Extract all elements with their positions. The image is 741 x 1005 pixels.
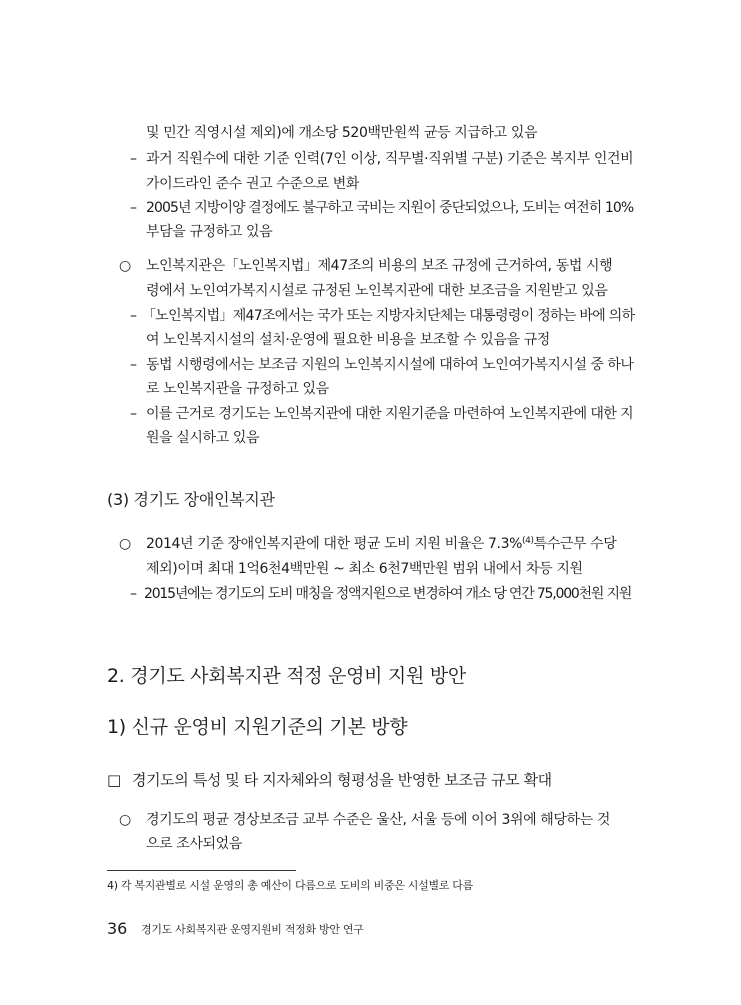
- paragraph-line: 령에서 노인여가복지시설로 규정된 노인복지관에 대한 보조금을 지원받고 있음: [146, 283, 608, 299]
- section-heading: 2. 경기도 사회복지관 적정 운영비 지원 방안: [107, 665, 466, 687]
- text-span: 2014년 기준 장애인복지관에 대한 평균 도비 지원 비율은 7.3%: [146, 536, 523, 552]
- circle-bullet-icon: ○: [119, 812, 132, 828]
- text-span: 특수근무 수당: [533, 536, 617, 552]
- paragraph-line: 및 민간 직영시설 제외)에 개소당 520백만원씩 균등 지급하고 있음: [146, 125, 538, 141]
- dash-marker: –: [130, 151, 137, 167]
- paragraph-line: 2005년 지방이양 결정에도 불구하고 국비는 지원이 중단되었으나, 도비는 여전히 10%: [146, 200, 634, 216]
- subsection-heading: 1) 신규 운영비 지원기준의 기본 방향: [107, 716, 408, 738]
- footnote: 4) 각 복지관별로 시설 운영의 총 예산이 다름으로 도비의 비중은 시설별로 다름: [107, 879, 473, 892]
- square-bullet-icon: □: [107, 771, 122, 789]
- paragraph-line: 제외)이며 최대 1억6천4백만원 ~ 최소 6천7백만원 범위 내에서 차등 지원: [146, 561, 583, 577]
- dash-marker: –: [130, 308, 137, 324]
- dash-marker: –: [130, 406, 137, 422]
- dash-marker: –: [130, 586, 137, 602]
- paragraph-line: 경기도의 특성 및 타 지자체와의 형평성을 반영한 보조금 규모 확대: [132, 771, 552, 789]
- circle-bullet-icon: ○: [119, 258, 132, 274]
- page-number: 36: [107, 919, 128, 938]
- dash-marker: –: [130, 200, 137, 216]
- footnote-reference: (4): [522, 536, 534, 546]
- paragraph-line: 원을 실시하고 있음: [146, 430, 260, 446]
- paragraph-line: 부담을 규정하고 있음: [146, 224, 273, 240]
- paragraph-line: 「노인복지법」제47조에서는 국가 또는 지방자치단체는 대통령령이 정하는 바에 의하: [142, 308, 635, 324]
- paragraph-line: 노인복지관은「노인복지법」제47조의 비용의 보조 규정에 근거하여, 동법 시행: [146, 258, 613, 274]
- dash-marker: –: [130, 357, 137, 373]
- subsection-heading: (3) 경기도 장애인복지관: [107, 490, 275, 509]
- paragraph-line: 이를 근거로 경기도는 노인복지관에 대한 지원기준을 마련하여 노인복지관에 대한 지: [146, 406, 633, 422]
- paragraph-line: 경기도의 평균 경상보조금 교부 수준은 울산, 서울 등에 이어 3위에 해당하는 것: [146, 812, 610, 828]
- running-title: 경기도 사회복지관 운영지원비 적정화 방안 연구: [141, 923, 364, 936]
- paragraph-line: 2015년에는 경기도의 도비 매칭을 정액지원으로 변경하여 개소 당 연간 75,000천원 지원: [144, 586, 632, 602]
- paragraph-line: 로 노인복지관을 규정하고 있음: [146, 381, 329, 397]
- paragraph-line: 동법 시행령에서는 보조금 지원의 노인복지시설에 대하여 노인여가복지시설 중 하나: [146, 357, 634, 373]
- paragraph-line: 으로 조사되었음: [146, 836, 242, 852]
- paragraph-line: 가이드라인 준수 권고 수준으로 변화: [146, 176, 360, 192]
- paragraph-line: 과거 직원수에 대한 기준 인력(7인 이상, 직무별·직위별 구분) 기준은 복지부 인건비: [146, 151, 634, 167]
- paragraph-line: [146, 534, 616, 554]
- footnote-divider: [107, 870, 296, 871]
- paragraph-line: 여 노인복지시설의 설치·운영에 필요한 비용을 보조할 수 있음을 규정: [146, 332, 550, 348]
- circle-bullet-icon: ○: [119, 536, 132, 552]
